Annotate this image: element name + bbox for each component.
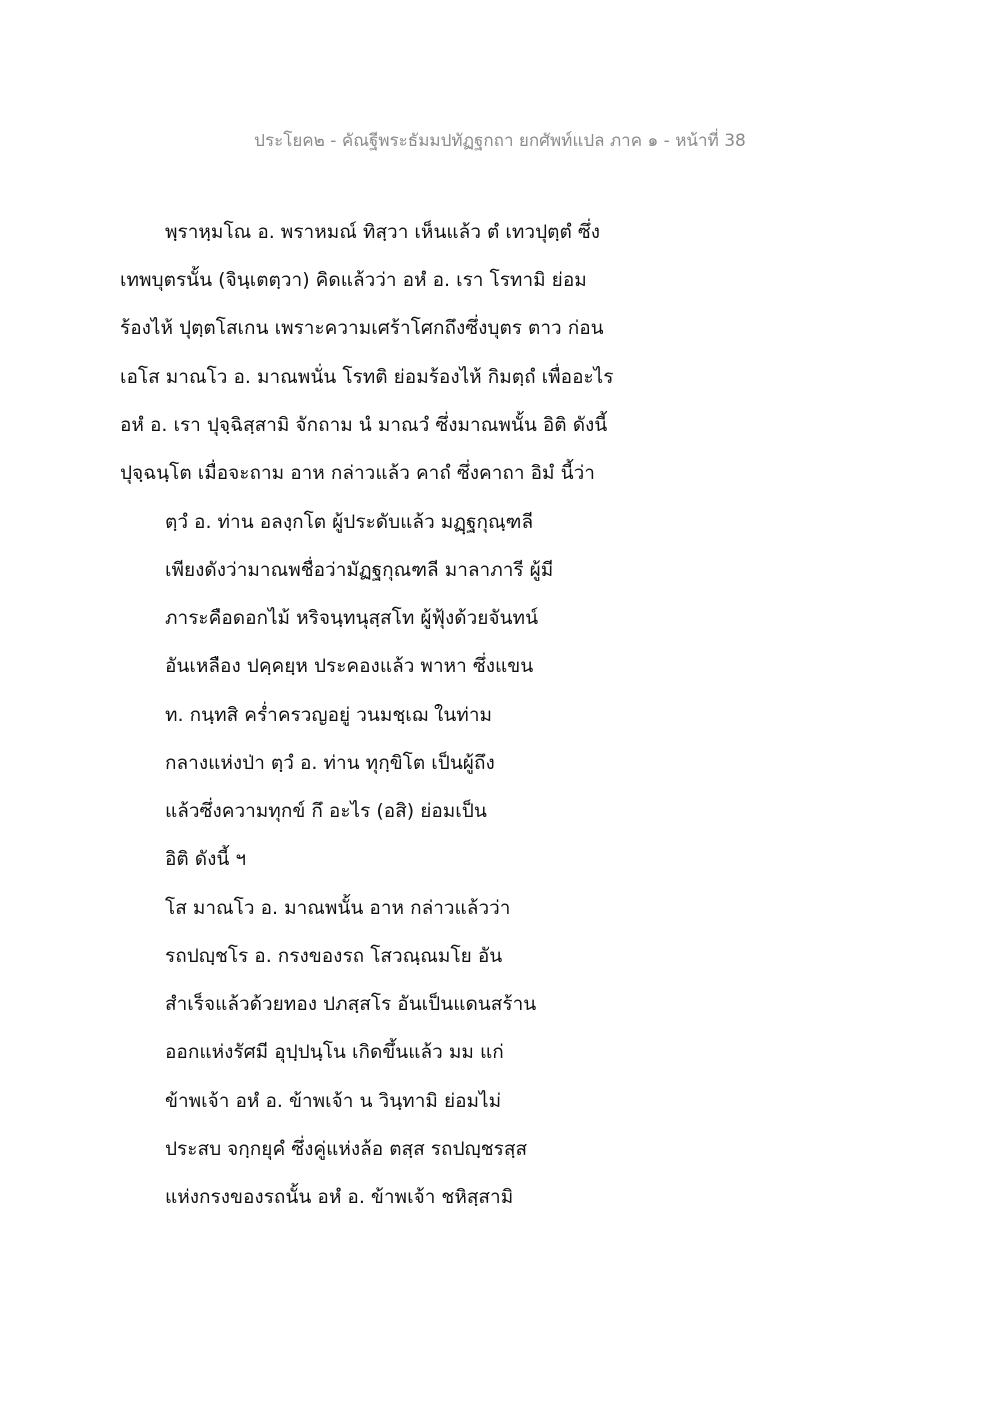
running-header: ประโยค๒ - คัณฐีพระธัมมปทัฏฐกถา ยกศัพท์แปล ภาค ๑ - หน้าที่ 38: [254, 131, 746, 151]
text-line: เทพบุตรนั้น (จินฺเตตฺวา) คิดแล้วว่า อหํ อ. เรา โรทามิ ย่อม: [120, 269, 587, 291]
verse-line: สำเร็จแล้วด้วยทอง ปภสฺสโร อันเป็นแดนสร้าน: [165, 993, 537, 1015]
verse-line: ตฺวํ อ. ท่าน อลงฺกโต ผู้ประดับแล้ว มฏฺฐกุณฺฑลี: [165, 511, 534, 533]
verse-line: อิติ ดังนี้ ฯ: [165, 848, 247, 870]
verse-line: รถปญฺชโร อ. กรงของรถ โสวณฺณมโย อัน: [165, 945, 503, 967]
verse-line: แล้วซึ่งความทุกข์ กึ อะไร (อสิ) ย่อมเป็น: [165, 800, 487, 822]
text-line: ร้องไห้ ปุตฺตโสเกน เพราะความเศร้าโศกถึงซึ่งบุตร ตาว ก่อน: [120, 317, 604, 339]
verse-line: ออกแห่งรัศมี อุปฺปนฺโน เกิดขึ้นแล้ว มม แก่: [165, 1041, 504, 1063]
verse-line: โส มาณโว อ. มาณพนั้น อาห กล่าวแล้วว่า: [165, 897, 511, 919]
text-line: พฺราหฺมโณ อ. พราหมณ์ ทิสฺวา เห็นแล้ว ตํ เทวปุตฺตํ ซึ่ง: [165, 221, 601, 243]
verse-line: เพียงดังว่ามาณพชื่อว่ามัฏฐกุณฑลี มาลาภารี ผู้มี: [165, 559, 554, 581]
verse-line: กลางแห่งป่า ตฺวํ อ. ท่าน ทุกฺขิโต เป็นผู้ถึง: [165, 752, 495, 774]
verse-line: ข้าพเจ้า อหํ อ. ข้าพเจ้า น วินฺทามิ ย่อมไม่: [165, 1090, 502, 1112]
text-line: เอโส มาณโว อ. มาณพนั่น โรทติ ย่อมร้องไห้ กิมตฺถํ เพื่ออะไร: [120, 366, 614, 388]
text-line: อหํ อ. เรา ปุจฺฉิสฺสามิ จักถาม นํ มาณวํ ซึ่งมาณพนั้น อิติ ดังนี้: [120, 414, 608, 436]
verse-line: ภาระคือดอกไม้ หริจนฺทนุสฺสโท ผู้ฟุ้งด้วยจันทน์: [165, 607, 539, 629]
verse-line: ประสบ จกฺกยุคํ ซึ่งคู่แห่งล้อ ตสฺส รถปญฺชรสฺส: [165, 1138, 528, 1160]
verse-line: อันเหลือง ปคฺคยฺห ประคองแล้ว พาหา ซึ่งแขน: [165, 655, 534, 677]
verse-line: ท. กนฺทสิ คร่ำครวญอยู่ วนมชฺเฌ ในท่าม: [165, 704, 493, 726]
verse-line: แห่งกรงของรถนั้น อหํ อ. ข้าพเจ้า ชหิสฺสามิ: [165, 1186, 514, 1208]
text-line: ปุจฺฉนฺโต เมื่อจะถาม อาห กล่าวแล้ว คาถํ ซึ่งคาถา อิมํ นี้ว่า: [120, 462, 595, 484]
